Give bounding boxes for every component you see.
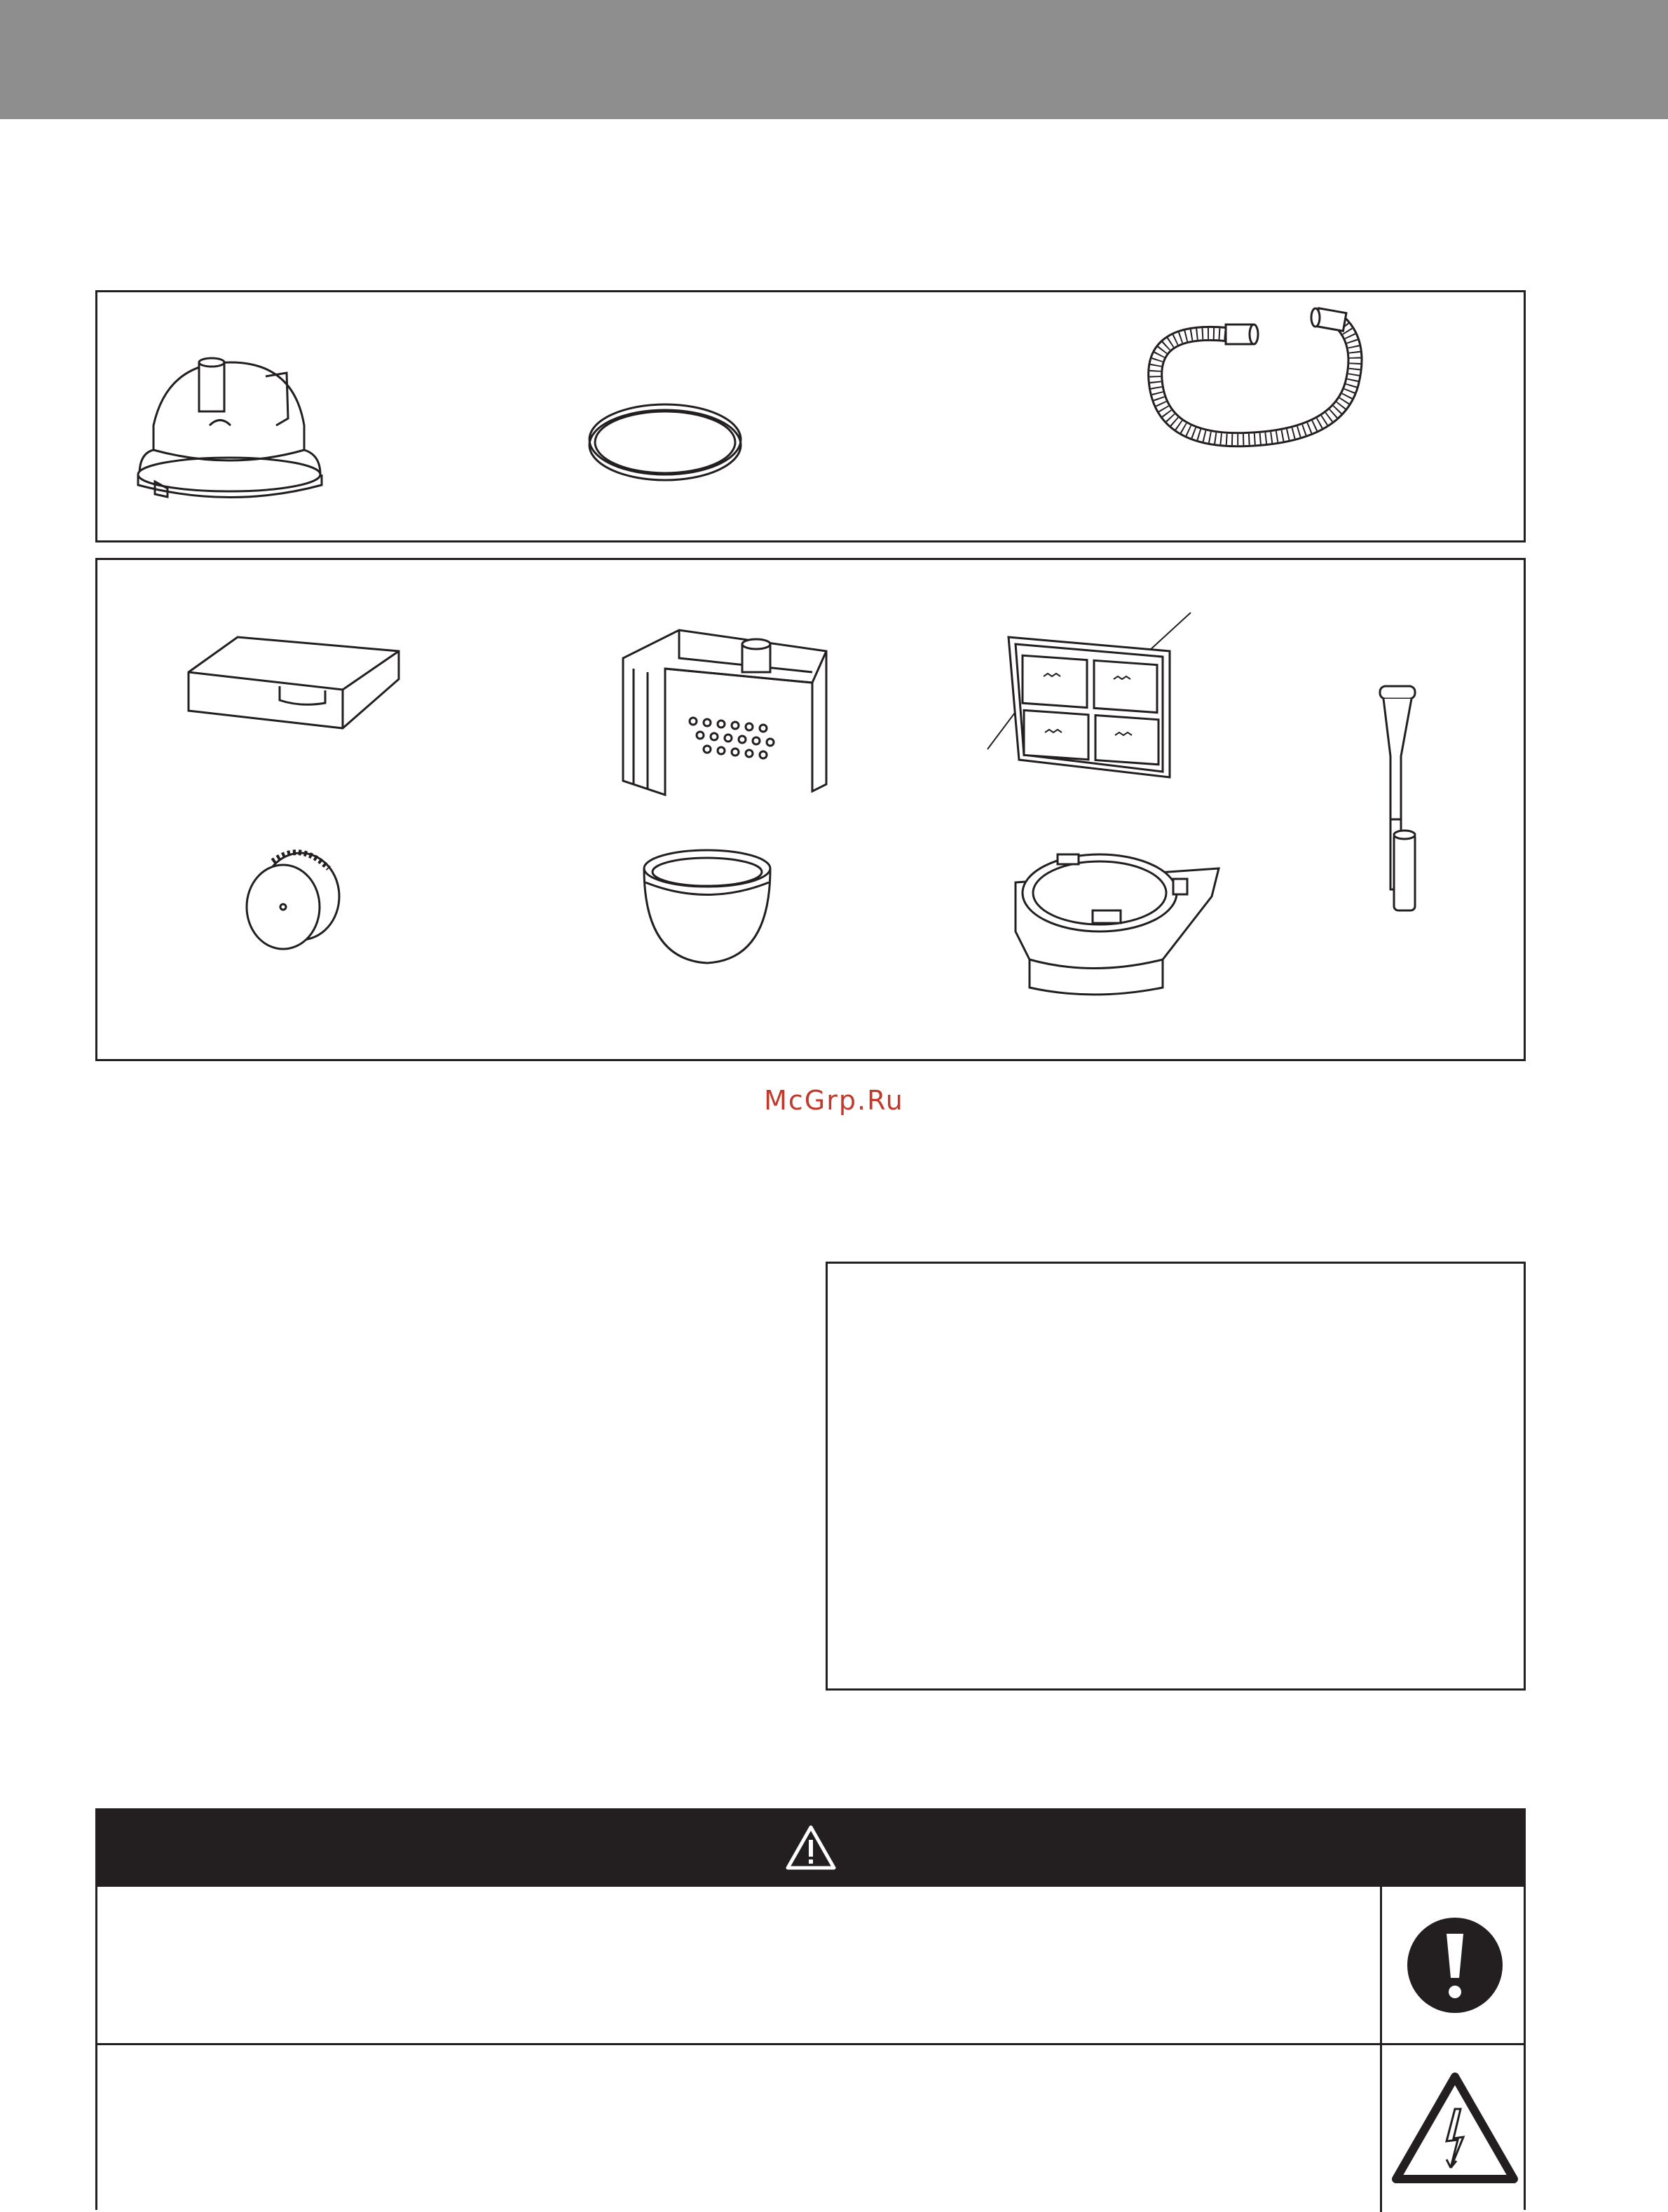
filter-cover-icon [182,616,420,742]
info-box [826,1262,1526,1691]
warning-table [95,1808,1526,2210]
filter-frame-icon [980,609,1233,833]
electric-shock-icon [1392,2073,1518,2185]
parts-box-top [95,290,1526,542]
medication-cup-icon [630,840,784,974]
filter-holder-icon [616,616,840,805]
vessel-holder-icon [1002,840,1240,1002]
knob-icon [231,840,357,967]
watermark: McGrp.Ru [764,1085,904,1116]
warning-row [97,2043,1524,2212]
sealing-ring-icon [581,397,749,489]
warning-row [97,1885,1524,2043]
parts-box-bottom [95,558,1526,1061]
warning-triangle-icon [785,1824,837,1871]
warning-header-bar [97,1810,1524,1885]
mouthpiece-tube-icon [1345,679,1443,931]
mandatory-action-icon [1406,1916,1504,2014]
header-band [0,0,1668,119]
corrugated-hose-icon [1128,299,1380,453]
nebulizer-cap-icon [125,334,336,503]
